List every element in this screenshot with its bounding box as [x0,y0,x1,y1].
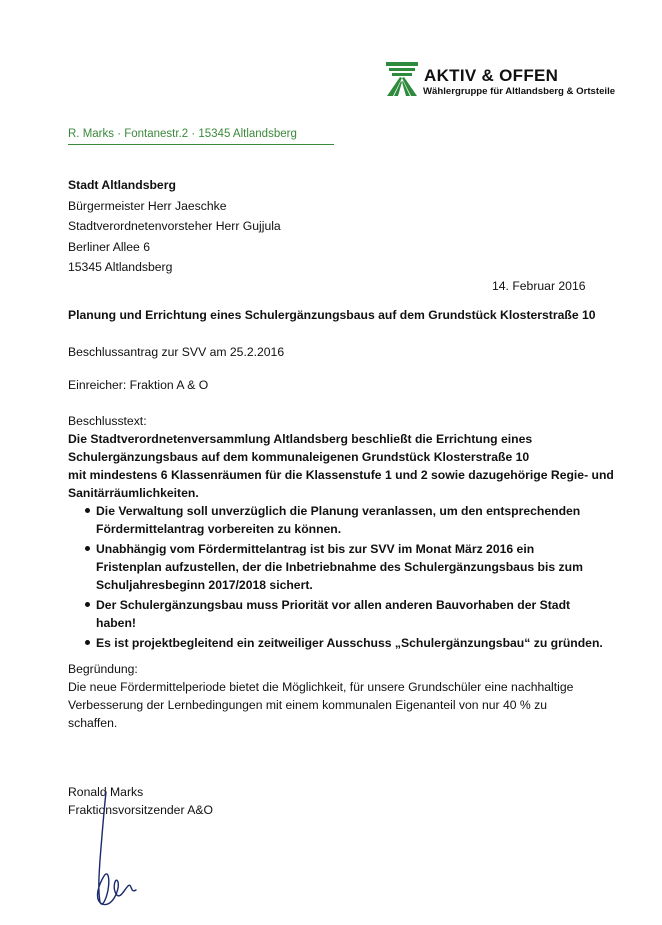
reason-block [68,660,573,732]
resolution-text [68,430,648,502]
list-item [68,540,648,594]
sender-underline [68,144,334,145]
subject-line: Planung und Errichtung eines Schulergänzungsbaus auf dem Grundstück Klosterstraße 10 [68,308,596,322]
bullet-line: Es ist projektbegleitend ein zeitweiliger Ausschuss „Schulergänzungsbau“ zu gründen. [96,636,603,650]
reason-label: Begründung: [68,662,138,676]
letter-date: 14. Februar 2016 [492,279,586,293]
reason-line: schaffen. [68,716,118,730]
recipient-name: Stadt Altlandsberg [68,178,176,192]
bullet-icon [85,508,90,513]
bullet-line: haben! [96,616,136,630]
list-item [68,502,648,538]
recipient-line: Berliner Allee 6 [68,240,150,254]
bullet-icon [85,602,90,607]
resolution-line: Die Stadtverordnetenversammlung Altlandsberg beschließt die Errichtung eines [68,432,533,446]
reason-line: Die neue Fördermittelperiode bietet die Möglichkeit, für unsere Grundschüler eine nachhaltige [68,680,574,694]
logo-title: AKTIV & OFFEN [424,66,559,85]
signature-icon [84,790,144,910]
recipient-line: Stadtverordnetenvorsteher Herr Gujjula [68,219,281,233]
bullet-line: Schuljahresbeginn 2017/2018 sichert. [96,578,313,592]
list-item [68,596,648,632]
resolution-line: Schulergänzungsbaus auf dem kommunaleigenen Grundstück Klosterstraße 10 [68,450,530,464]
list-item [68,634,648,652]
resolution-label: Beschlusstext: [68,414,147,428]
bullet-line: Die Verwaltung soll unverzüglich die Planung veranlassen, um den entsprechenden [96,504,581,518]
recipient-line: 15345 Altlandsberg [68,260,173,274]
bullet-line: Unabhängig vom Fördermittelantrag ist bis zur SVV im Monat März 2016 ein [96,542,535,556]
signer-role: Fraktionsvorsitzender A&O [68,803,213,817]
bullet-line: Fördermittelantrag vorbereiten zu können. [96,522,342,536]
resolution-line: Sanitärräumlichkeiten. [68,486,199,500]
bullet-icon [85,640,90,645]
signer-name: Ronald Marks [68,785,144,799]
bullet-line: Fristenplan aufzustellen, der die Inbetriebnahme des Schulergänzungsbaus bis zum [96,560,583,574]
bullet-list [68,502,648,654]
reason-line: Verbesserung der Lernbedingungen mit einem kommunalen Eigenanteil von nur 40 % zu [68,698,548,712]
motion-line: Beschlussantrag zur SVV am 25.2.2016 [68,345,285,359]
recipient-line: Bürgermeister Herr Jaeschke [68,199,227,213]
logo-subtitle: Wählergruppe für Altlandsberg & Ortsteile [423,86,616,97]
bullet-line: Der Schulergänzungsbau muss Priorität vor allen anderen Bauvorhaben der Stadt [96,598,571,612]
logo-icon [384,60,420,96]
resolution-line: mit mindestens 6 Klassenräumen für die Klassenstufe 1 und 2 sowie dazugehörige Regie- und [68,468,614,482]
sender-address: R. Marks · Fontanestr.2 · 15345 Altlandsberg [68,128,297,140]
submitter-line: Einreicher: Fraktion A & O [68,378,209,392]
bullet-icon [85,546,90,551]
